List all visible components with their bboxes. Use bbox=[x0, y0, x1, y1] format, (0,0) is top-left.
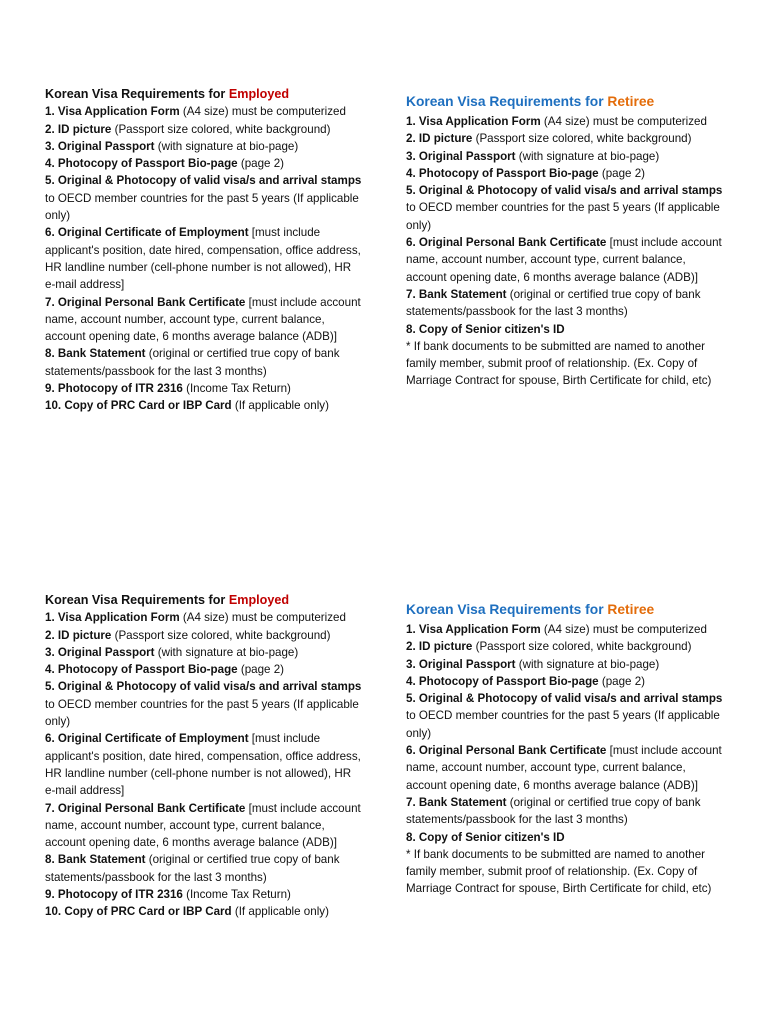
employed-list bbox=[45, 609, 363, 920]
title-accent-retiree: Retiree bbox=[607, 602, 655, 617]
list-item: 4. Photocopy of Passport Bio-page (page 2) bbox=[406, 166, 646, 180]
employed-title bbox=[45, 592, 363, 609]
list-item: 7. Bank Statement (original or certified true copy of bank statements/passbook for the last 3 months) bbox=[406, 795, 701, 827]
list-item: 2. ID picture (Passport size colored, white background) bbox=[45, 628, 331, 642]
employed-requirements-bottom bbox=[45, 592, 363, 921]
retiree-note: * If bank documents to be submitted are named to another family member, submit proof of relationship. (Ex. Copy of Marriage Contract for spouse, Birth Certificate for child, etc) bbox=[406, 339, 712, 388]
list-item: 1. Visa Application Form (A4 size) must be computerized bbox=[406, 115, 707, 128]
list-item: 10. Copy of PRC Card or IBP Card (If applicable only) bbox=[45, 905, 329, 919]
list-item: 4. Photocopy of Passport Bio-page (page 2) bbox=[45, 157, 285, 171]
list-item: 8. Bank Statement (original or certified true copy of bank statements/passbook for the last 3 months) bbox=[45, 347, 340, 378]
title-prefix: Korean Visa Requirements for bbox=[45, 593, 229, 607]
retiree-note: * If bank documents to be submitted are named to another family member, submit proof of relationship. (Ex. Copy of Marriage Contract for spouse, Birth Certificate for child, etc) bbox=[406, 847, 712, 896]
list-item: 2. ID picture (Passport size colored, white background) bbox=[45, 122, 331, 136]
title-accent-retiree: Retiree bbox=[607, 94, 655, 109]
list-item: 3. Original Passport (with signature at bio-page) bbox=[406, 657, 660, 671]
list-item: 8. Copy of Senior citizen's ID bbox=[406, 322, 565, 336]
list-item: 4. Photocopy of Passport Bio-page (page 2) bbox=[406, 674, 646, 688]
retiree-requirements-top bbox=[406, 92, 724, 390]
employed-list bbox=[45, 103, 363, 414]
list-item: 7. Original Personal Bank Certificate [must include account name, account number, account type, current balance, account opening date, 6 months average balance (ADB)] bbox=[45, 295, 361, 344]
list-item: 6. Original Personal Bank Certificate [must include account name, account number, account type, current balance, account opening date, 6 months average balance (ADB)] bbox=[406, 236, 722, 284]
title-accent-employed: Employed bbox=[228, 87, 290, 101]
list-item: 8. Bank Statement (original or certified true copy of bank statements/passbook for the last 3 months) bbox=[45, 853, 340, 884]
list-item: 8. Copy of Senior citizen's ID bbox=[406, 830, 565, 844]
list-item: 4. Photocopy of Passport Bio-page (page 2) bbox=[45, 663, 285, 677]
list-item: 3. Original Passport (with signature at bio-page) bbox=[45, 645, 299, 659]
employed-requirements-top bbox=[45, 86, 363, 415]
retiree-list bbox=[406, 113, 724, 390]
list-item: 2. ID picture (Passport size colored, white background) bbox=[406, 640, 692, 654]
list-item: 1. Visa Application Form (A4 size) must be computerized bbox=[45, 611, 346, 625]
list-item: 3. Original Passport (with signature at bio-page) bbox=[45, 139, 299, 153]
list-item: 5. Original & Photocopy of valid visa/s and arrival stamps to OECD member countries for the past 5 years (If applicable only) bbox=[45, 174, 362, 223]
list-item: 2. ID picture (Passport size colored, white background) bbox=[406, 132, 692, 146]
retiree-requirements-bottom bbox=[406, 600, 724, 898]
list-item: 10. Copy of PRC Card or IBP Card (If applicable only) bbox=[45, 399, 329, 413]
retiree-title bbox=[406, 600, 724, 620]
title-prefix: Korean Visa Requirements for bbox=[406, 602, 608, 617]
list-item: 9. Photocopy of ITR 2316 (Income Tax Return) bbox=[45, 382, 291, 396]
list-item: 6. Original Certificate of Employment [must include applicant's position, date hired, compensation, office address, HR landline number (cell-phone number is not allowed), HR e-mail address] bbox=[45, 226, 361, 292]
title-prefix: Korean Visa Requirements for bbox=[406, 94, 608, 109]
list-item: 6. Original Certificate of Employment [must include applicant's position, date hired, compensation, office address, HR landline number (cell-phone number is not allowed), HR e-mail address] bbox=[45, 732, 361, 798]
list-item: 5. Original & Photocopy of valid visa/s and arrival stamps to OECD member countries for the past 5 years (If applicable only) bbox=[406, 184, 723, 232]
list-item: 5. Original & Photocopy of valid visa/s and arrival stamps to OECD member countries for the past 5 years (If applicable only) bbox=[45, 680, 362, 729]
retiree-title bbox=[406, 92, 724, 112]
list-item: 7. Original Personal Bank Certificate [must include account name, account number, account type, current balance, account opening date, 6 months average balance (ADB)] bbox=[45, 801, 361, 850]
list-item: 9. Photocopy of ITR 2316 (Income Tax Return) bbox=[45, 888, 291, 902]
list-item: 5. Original & Photocopy of valid visa/s and arrival stamps to OECD member countries for the past 5 years (If applicable only) bbox=[406, 692, 723, 740]
title-prefix: Korean Visa Requirements for bbox=[45, 87, 229, 101]
list-item: 1. Visa Application Form (A4 size) must be computerized bbox=[406, 623, 707, 636]
list-item: 1. Visa Application Form (A4 size) must be computerized bbox=[45, 105, 346, 119]
employed-title bbox=[45, 86, 363, 103]
retiree-list bbox=[406, 621, 724, 898]
list-item: 6. Original Personal Bank Certificate [must include account name, account number, account type, current balance, account opening date, 6 months average balance (ADB)] bbox=[406, 744, 722, 792]
title-accent-employed: Employed bbox=[228, 593, 290, 607]
list-item: 3. Original Passport (with signature at bio-page) bbox=[406, 149, 660, 163]
list-item: 7. Bank Statement (original or certified true copy of bank statements/passbook for the last 3 months) bbox=[406, 287, 701, 319]
